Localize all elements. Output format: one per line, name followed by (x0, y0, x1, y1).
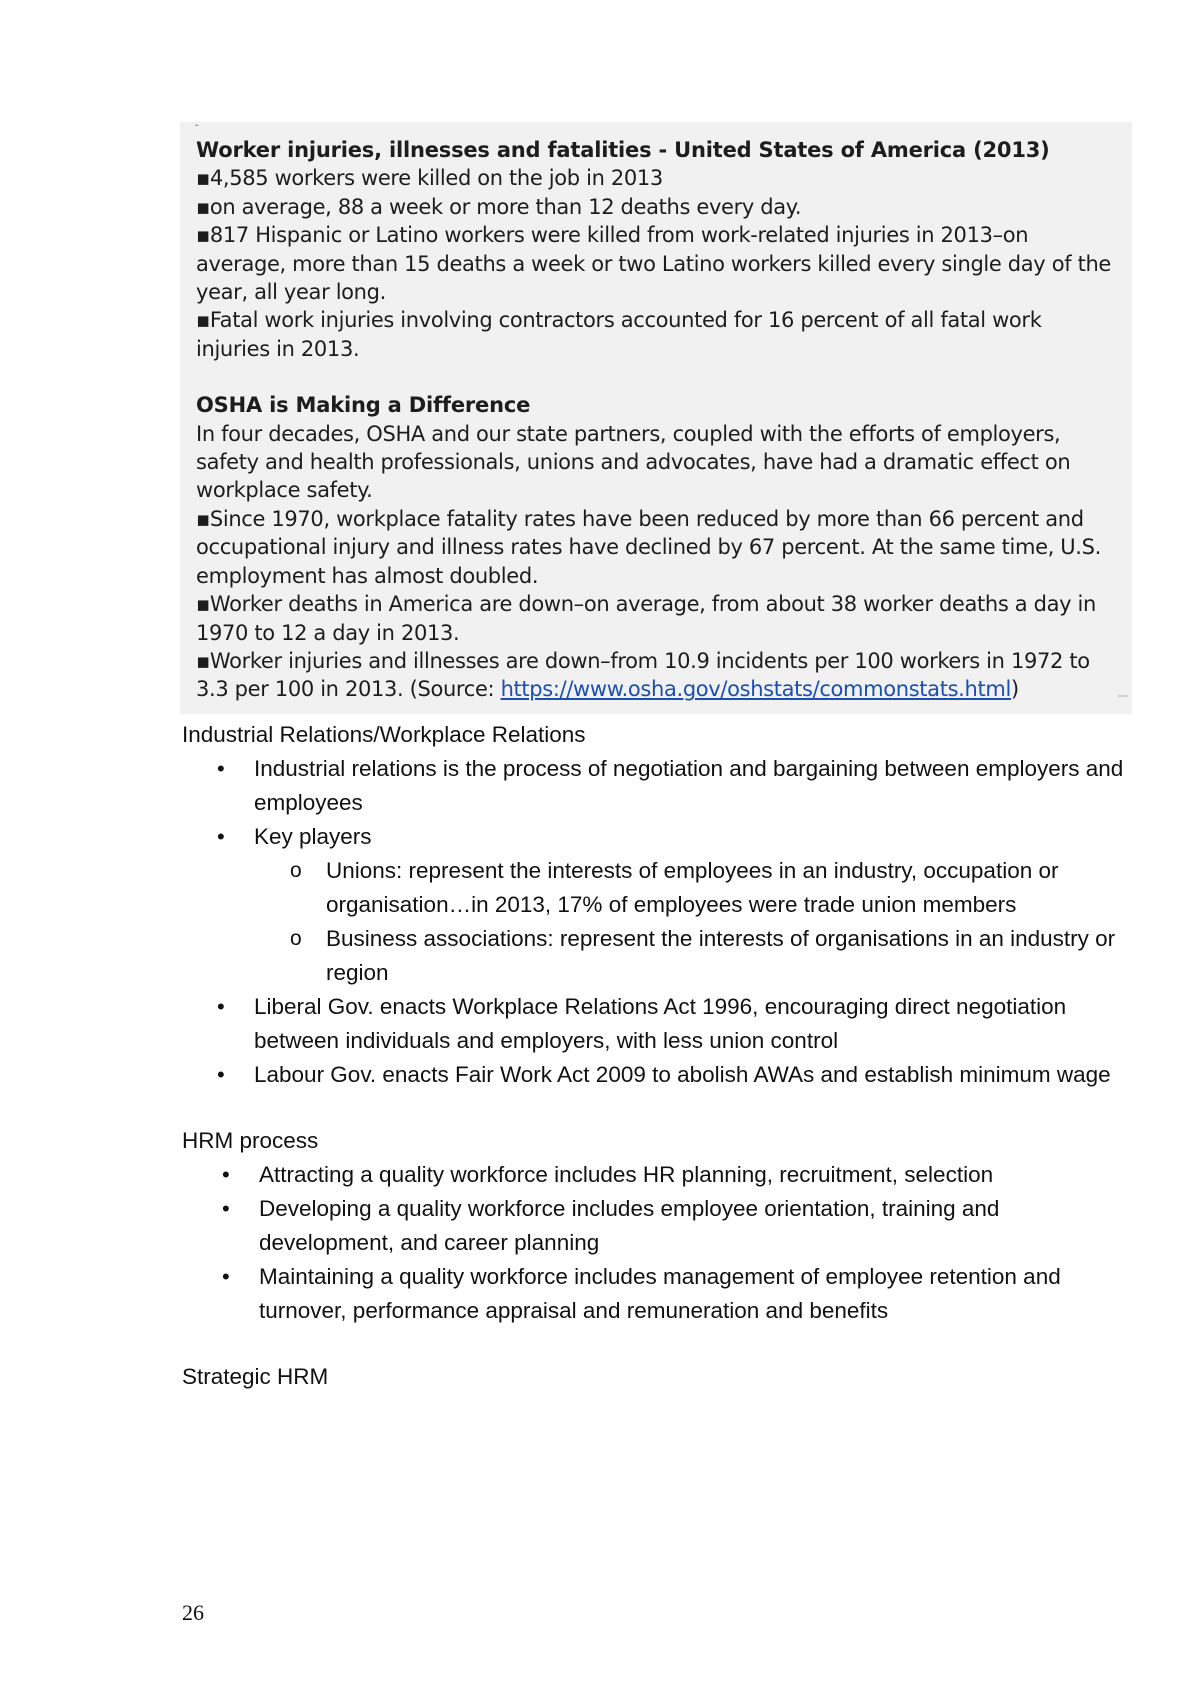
page-number: 26 (182, 1600, 204, 1625)
list-item-text: Maintaining a quality workforce includes management of employee retention and turnover, performance appraisal and remuneration and benefits (259, 1264, 1061, 1323)
osha-heading: OSHA is Making a Difference (196, 393, 531, 418)
stats-line: injuries in 2013. (196, 336, 360, 361)
notes-body (182, 718, 1132, 1394)
osha-line: safety and health professionals, unions and advocates, have had a dramatic effect on (196, 450, 1071, 475)
bullet-icon: • (217, 756, 225, 781)
osha-line: 1970 to 12 a day in 2013. (196, 620, 460, 645)
hollow-bullet-icon: o (290, 927, 302, 950)
source-line (196, 675, 1116, 703)
industrial-relations-list (182, 752, 1132, 1092)
key-players-sublist (254, 854, 1132, 990)
source-link[interactable]: https://www.osha.gov/oshstats/commonstats.html (500, 677, 1011, 702)
sub-list-item (254, 922, 1132, 990)
bullet-icon: • (222, 1162, 230, 1187)
bullet-icon: • (222, 1264, 230, 1289)
list-item-text: Labour Gov. enacts Fair Work Act 2009 to abolish AWAs and establish minimum wage (254, 1062, 1111, 1087)
section-heading-strategic-hrm: Strategic HRM (182, 1364, 329, 1389)
osha-line: employment has almost doubled. (196, 563, 539, 588)
section-heading-hrm-process: HRM process (182, 1128, 319, 1153)
section-heading-industrial-relations: Industrial Relations/Workplace Relations (182, 722, 586, 747)
hrm-process-list (182, 1158, 1132, 1328)
list-item (182, 1192, 1132, 1260)
list-item-text: Developing a quality workforce includes employee orientation, training and development, and career planning (259, 1196, 1000, 1255)
anchor-marker-icon: ᵕ (195, 122, 199, 132)
list-item (182, 990, 1132, 1058)
stats-line: average, more than 15 deaths a week or two Latino workers killed every single day of the (196, 251, 1111, 276)
list-item-text: Attracting a quality workforce includes HR planning, recruitment, selection (259, 1162, 994, 1187)
list-item (182, 1158, 1132, 1192)
osha-line: ▪Since 1970, workplace fatality rates have been reduced by more than 66 percent and (196, 506, 1084, 531)
list-item (182, 1058, 1132, 1092)
stats-line: ▪on average, 88 a week or more than 12 deaths every day. (196, 194, 802, 219)
stats-line: ▪817 Hispanic or Latino workers were killed from work-related injuries in 2013–on (196, 223, 1029, 248)
sub-list-item (254, 854, 1132, 922)
list-item (182, 820, 1132, 990)
stats-line: year, all year long. (196, 280, 386, 305)
list-item-text: Key players (254, 824, 372, 849)
source-prefix: 3.3 per 100 in 2013. (Source: (196, 677, 501, 702)
stats-line: ▪Fatal work injuries involving contractors accounted for 16 percent of all fatal work (196, 308, 1042, 333)
stats-line: ▪4,585 workers were killed on the job in 2013 (196, 166, 663, 191)
bullet-icon: • (217, 994, 225, 1019)
list-item (182, 752, 1132, 820)
stats-title: Worker injuries, illnesses and fatalities - United States of America (2013) (196, 138, 1050, 162)
osha-line: ▪Worker deaths in America are down–on average, from about 38 worker deaths a day in (196, 592, 1096, 617)
bullet-icon: • (222, 1196, 230, 1221)
osha-line: occupational injury and illness rates have declined by 67 percent. At the same time, U.S. (196, 535, 1101, 560)
embedded-stats-image (180, 122, 1132, 714)
hollow-bullet-icon: o (290, 859, 302, 882)
osha-line: In four decades, OSHA and our state partners, coupled with the efforts of employers, (196, 421, 1061, 446)
list-item-text: Liberal Gov. enacts Workplace Relations Act 1996, encouraging direct negotiation between individuals and employers, with less union control (254, 994, 1067, 1053)
stats-spacer (196, 363, 1116, 391)
list-item-text: Industrial relations is the process of negotiation and bargaining between employers and employees (254, 756, 1124, 815)
list-item (182, 1260, 1132, 1328)
sub-list-item-text: Business associations: represent the interests of organisations in an industry or region (326, 926, 1116, 985)
source-suffix: ) (1010, 677, 1019, 702)
bullet-icon: • (217, 824, 225, 849)
sub-list-item-text: Unions: represent the interests of employees in an industry, occupation or organisation…in 2013, 17% of employees were trade union members (326, 858, 1059, 917)
bullet-icon: • (217, 1062, 225, 1087)
edge-mark (1118, 695, 1128, 697)
osha-line: ▪Worker injuries and illnesses are down–from 10.9 incidents per 100 workers in 1972 to (196, 648, 1090, 673)
osha-line: workplace safety. (196, 478, 373, 503)
